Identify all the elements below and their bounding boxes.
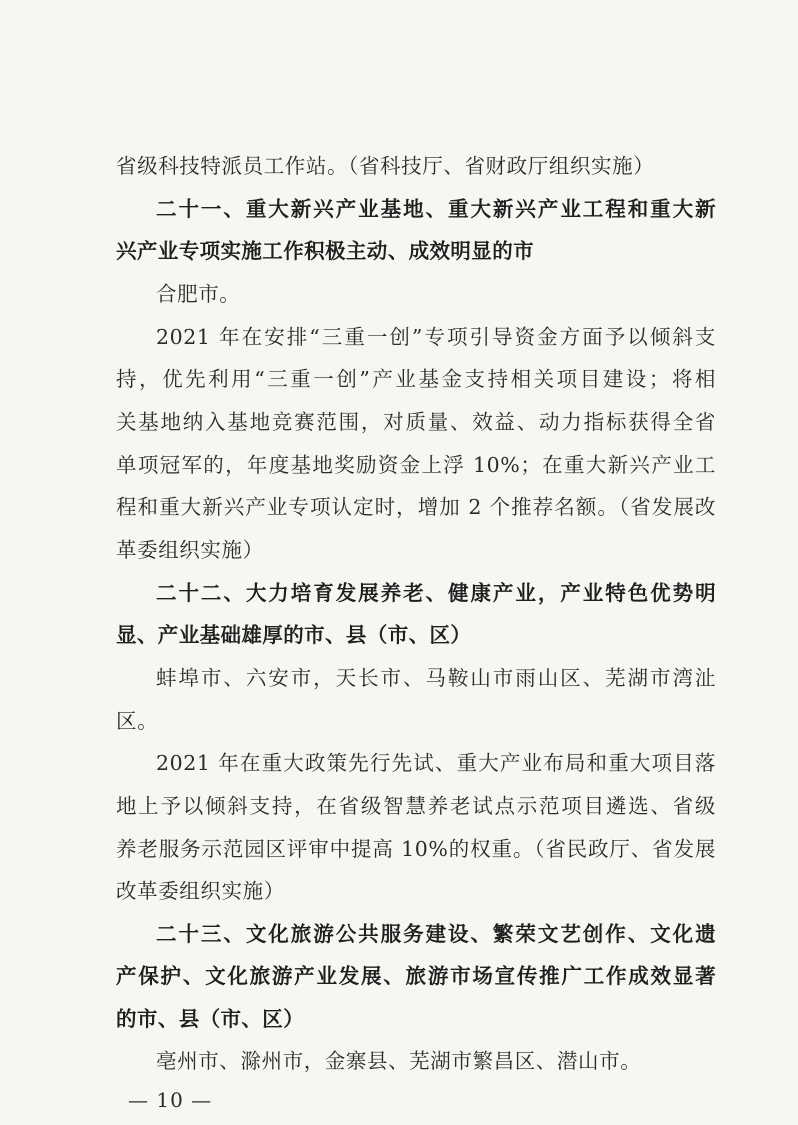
text-line: 革委组织实施） (116, 538, 264, 562)
section-heading-23: 二十三、文化旅游公共服务建设、繁荣文艺创作、文化遗 (156, 922, 716, 946)
text-line: 单项冠军的，年度基地奖励资金上浮 10%；在重大新兴产业工 (116, 453, 716, 477)
text-line: 改革委组织实施） (116, 879, 285, 903)
section-heading-22-cont: 显、产业基础雄厚的市、县（市、区） (116, 623, 472, 647)
section-heading-23-cont2: 的市、县（市、区） (116, 1007, 305, 1031)
text-line: 关基地纳入基地竞赛范围，对质量、效益、动力指标获得全省 (116, 410, 716, 434)
text-line: 地上予以倾斜支持，在省级智慧养老试点示范项目遴选、省级 (116, 794, 716, 818)
text-line: 省级科技特派员工作站。（省科技厅、省财政厅组织实施） (116, 154, 655, 178)
text-line: 程和重大新兴产业专项认定时，增加 2 个推荐名额。（省发展改 (116, 495, 716, 519)
text-line: 合肥市。 (156, 282, 241, 306)
text-line: 区。 (116, 709, 159, 733)
section-heading-23-cont: 产保护、文化旅游产业发展、旅游市场宣传推广工作成效显著 (116, 964, 716, 988)
text-line: 蚌埠市、六安市，天长市、马鞍山市雨山区、芜湖市湾沚 (156, 666, 716, 690)
page-number: — 10 — (128, 1088, 213, 1112)
text-line: 持，优先利用“三重一创”产业基金支持相关项目建设；将相 (116, 367, 716, 391)
text-line: 2021 年在重大政策先行先试、重大产业布局和重大项目落 (156, 751, 716, 775)
text-line: 亳州市、滁州市，金寨县、芜湖市繁昌区、潜山市。 (156, 1049, 642, 1073)
section-heading-22: 二十二、大力培育发展养老、健康产业，产业特色优势明 (156, 581, 716, 605)
section-heading-21-cont: 兴产业专项实施工作积极主动、成效明显的市 (116, 239, 534, 263)
text-line: 2021 年在安排“三重一创”专项引导资金方面予以倾斜支 (156, 325, 716, 349)
text-line: 养老服务示范园区评审中提高 10%的权重。（省民政厅、省发展 (116, 837, 716, 861)
section-heading-21: 二十一、重大新兴产业基地、重大新兴产业工程和重大新 (156, 197, 716, 221)
